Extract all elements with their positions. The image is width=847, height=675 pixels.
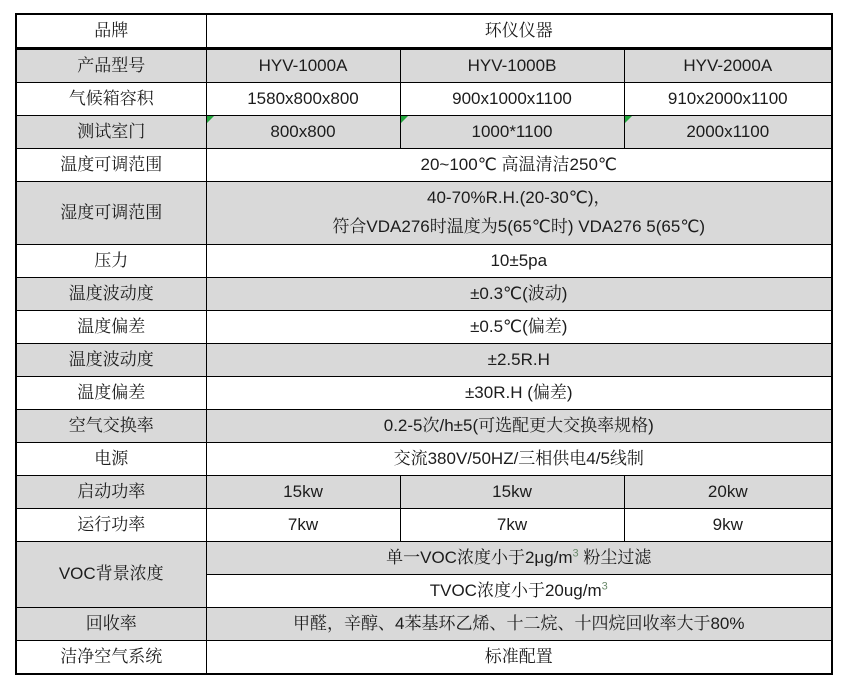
cell-door-b: 1000*1100 — [400, 116, 624, 149]
cell-running-c: 9kw — [624, 509, 832, 542]
cell-pressure: 10±5pa — [206, 245, 832, 278]
row-running-power — [16, 509, 832, 542]
row-air-exchange — [16, 410, 832, 443]
cell-volume-b: 900x1000x1100 — [400, 83, 624, 116]
row-temp-deviation — [16, 311, 832, 344]
cell-humidity-range — [206, 182, 832, 245]
cell-startup-a: 15kw — [206, 476, 400, 509]
row-pressure — [16, 245, 832, 278]
row-label-model: 产品型号 — [16, 49, 206, 83]
cell-air-exchange: 0.2-5次/h±5(可选配更大交换率规格) — [206, 410, 832, 443]
cell-volume-c: 910x2000x1100 — [624, 83, 832, 116]
superscript-3: 3 — [601, 579, 608, 592]
row-humidity-range — [16, 182, 832, 245]
row-startup-power — [16, 476, 832, 509]
excel-corner-marker-icon — [207, 116, 214, 123]
row-label-test-door: 测试室门 — [16, 116, 206, 149]
cell-humidity-fluctuation: ±2.5R.H — [206, 344, 832, 377]
row-label-brand: 品牌 — [16, 14, 206, 49]
row-label-humidity-deviation: 温度偏差 — [16, 377, 206, 410]
row-recovery-rate — [16, 608, 832, 641]
row-brand — [16, 14, 832, 49]
cell-startup-b: 15kw — [400, 476, 624, 509]
cell-brand-value: 环仪仪器 — [206, 14, 832, 49]
cell-voc-single: 单一VOC浓度小于$2\mu g/m^3$ 粉尘过滤 — [206, 542, 832, 575]
humidity-line-2: 符合VDA276时温度为5(65℃时) VDA276 5(65℃) — [332, 217, 706, 236]
row-temp-range — [16, 149, 832, 182]
cell-volume-a: 1580x800x800 — [206, 83, 400, 116]
row-label-temp-range: 温度可调范围 — [16, 149, 206, 182]
cell-door-a: 800x800 — [206, 116, 400, 149]
cell-humidity-deviation: ±30R.H (偏差) — [206, 377, 832, 410]
cell-running-a: 7kw — [206, 509, 400, 542]
excel-corner-marker-icon — [401, 116, 408, 123]
row-label-voc-background: VOC背景浓度 — [16, 542, 206, 608]
row-label-clean-air-system: 洁净空气系统 — [16, 641, 206, 675]
row-label-humidity-range: 湿度可调范围 — [16, 182, 206, 245]
row-label-recovery-rate: 回收率 — [16, 608, 206, 641]
row-test-door — [16, 116, 832, 149]
excel-corner-marker-icon — [625, 116, 632, 123]
cell-running-b: 7kw — [400, 509, 624, 542]
row-label-air-exchange: 空气交换率 — [16, 410, 206, 443]
row-model — [16, 49, 832, 83]
row-clean-air-system — [16, 641, 832, 675]
row-label-startup-power: 启动功率 — [16, 476, 206, 509]
row-chamber-volume — [16, 83, 832, 116]
row-label-temp-deviation: 温度偏差 — [16, 311, 206, 344]
cell-temp-deviation: ±0.5℃(偏差) — [206, 311, 832, 344]
cell-temp-range: 20~100℃ 高温清洁250℃ — [206, 149, 832, 182]
row-humidity-fluctuation — [16, 344, 832, 377]
row-voc-background-1 — [16, 542, 832, 575]
row-label-running-power: 运行功率 — [16, 509, 206, 542]
cell-model-a: HYV-1000A — [206, 49, 400, 83]
row-label-temp-fluctuation: 温度波动度 — [16, 278, 206, 311]
cell-startup-c: 20kw — [624, 476, 832, 509]
row-label-chamber-volume: 气候箱容积 — [16, 83, 206, 116]
row-power-supply — [16, 443, 832, 476]
cell-voc-total: TVOC浓度小于$20ug/m^3$ — [206, 575, 832, 608]
cell-door-c: 2000x1100 — [624, 116, 832, 149]
cell-recovery-rate: 甲醛，辛醇、4苯基环乙烯、十二烷、十四烷回收率大于80% — [206, 608, 832, 641]
row-label-humidity-fluctuation: 温度波动度 — [16, 344, 206, 377]
row-label-power-supply: 电源 — [16, 443, 206, 476]
spec-table — [15, 13, 833, 675]
superscript-3: 3 — [572, 546, 579, 559]
cell-model-b: HYV-1000B — [400, 49, 624, 83]
cell-power-supply: 交流380V/50HZ/三相供电4/5线制 — [206, 443, 832, 476]
row-label-pressure: 压力 — [16, 245, 206, 278]
row-temp-fluctuation — [16, 278, 832, 311]
cell-model-c: HYV-2000A — [624, 49, 832, 83]
row-humidity-deviation — [16, 377, 832, 410]
cell-temp-fluctuation: ±0.3℃(波动) — [206, 278, 832, 311]
cell-clean-air-system: 标准配置 — [206, 641, 832, 675]
humidity-line-1: 40-70%R.H.(20-30℃)， — [427, 188, 611, 208]
